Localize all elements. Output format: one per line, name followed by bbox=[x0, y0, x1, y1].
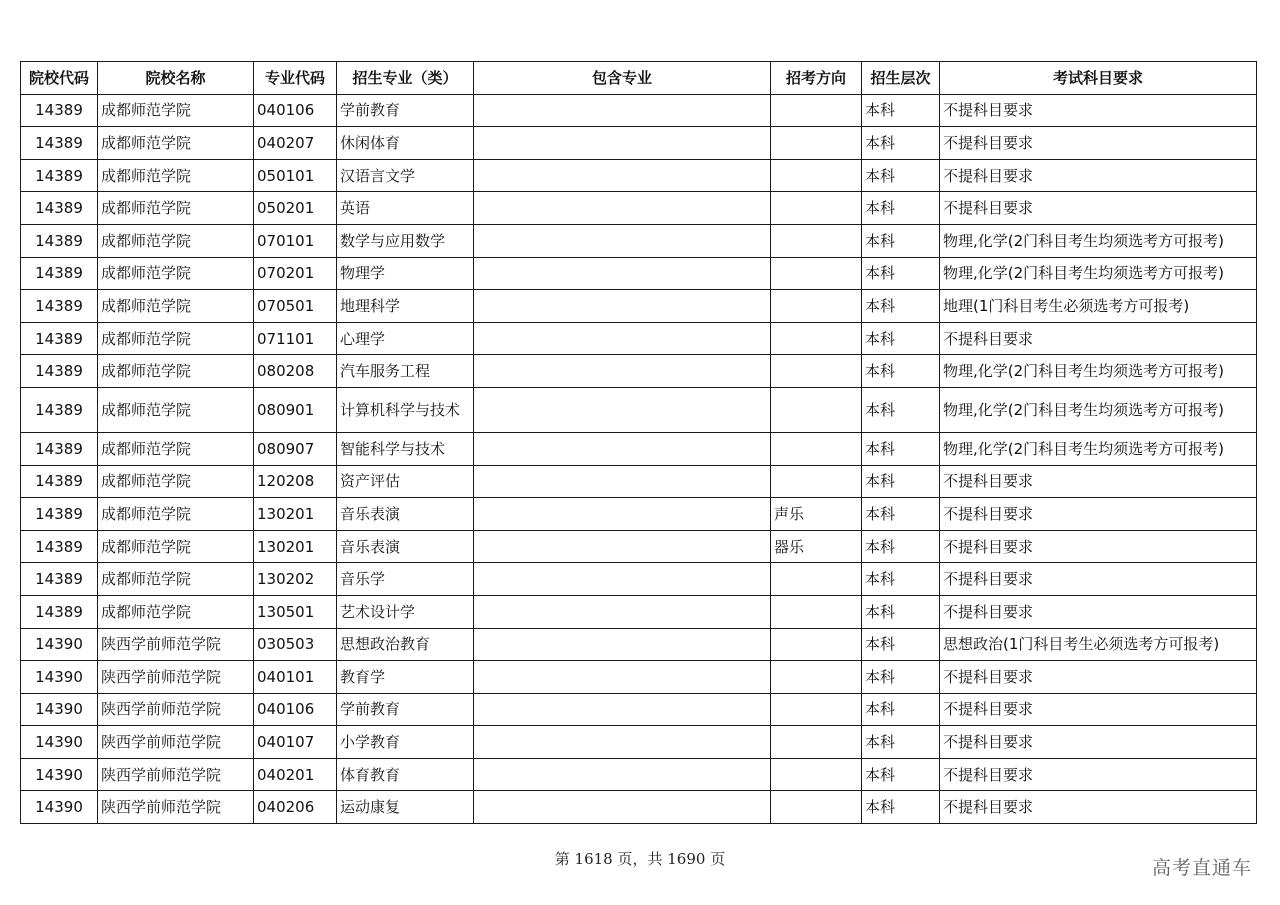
table-row bbox=[21, 498, 1257, 531]
cell-level: 本科 bbox=[862, 290, 940, 323]
cell-school-code: 14389 bbox=[21, 290, 98, 323]
cell-included-majors bbox=[474, 791, 771, 824]
cell-major-code: 040201 bbox=[254, 758, 337, 791]
cell-requirement: 不提科目要求 bbox=[940, 530, 1257, 563]
cell-major: 教育学 bbox=[337, 661, 474, 694]
table-row bbox=[21, 127, 1257, 160]
cell-direction bbox=[771, 595, 862, 628]
cell-level: 本科 bbox=[862, 628, 940, 661]
cell-major-code: 050101 bbox=[254, 159, 337, 192]
cell-school-code: 14389 bbox=[21, 432, 98, 465]
cell-requirement: 不提科目要求 bbox=[940, 498, 1257, 531]
cell-major-code: 080907 bbox=[254, 432, 337, 465]
cell-included-majors bbox=[474, 192, 771, 225]
cell-included-majors bbox=[474, 758, 771, 791]
cell-included-majors bbox=[474, 661, 771, 694]
cell-major-code: 120208 bbox=[254, 465, 337, 498]
table-row bbox=[21, 726, 1257, 759]
cell-requirement: 不提科目要求 bbox=[940, 693, 1257, 726]
cell-included-majors bbox=[474, 290, 771, 323]
table-row bbox=[21, 530, 1257, 563]
cell-major-code: 040107 bbox=[254, 726, 337, 759]
cell-major: 心理学 bbox=[337, 322, 474, 355]
cell-school-name: 成都师范学院 bbox=[98, 290, 254, 323]
cell-direction bbox=[771, 465, 862, 498]
cell-included-majors bbox=[474, 726, 771, 759]
cell-school-code: 14389 bbox=[21, 355, 98, 388]
cell-school-name: 陕西学前师范学院 bbox=[98, 791, 254, 824]
cell-school-code: 14390 bbox=[21, 791, 98, 824]
cell-major-code: 040101 bbox=[254, 661, 337, 694]
cell-major-code: 130201 bbox=[254, 530, 337, 563]
cell-requirement: 不提科目要求 bbox=[940, 322, 1257, 355]
cell-major: 艺术设计学 bbox=[337, 595, 474, 628]
cell-level: 本科 bbox=[862, 726, 940, 759]
cell-requirement: 不提科目要求 bbox=[940, 563, 1257, 596]
header-row bbox=[21, 62, 1257, 95]
cell-requirement: 不提科目要求 bbox=[940, 127, 1257, 160]
cell-school-name: 成都师范学院 bbox=[98, 387, 254, 432]
cell-major-code: 130202 bbox=[254, 563, 337, 596]
cell-direction bbox=[771, 257, 862, 290]
cell-school-name: 成都师范学院 bbox=[98, 192, 254, 225]
page-number: 第 1618 页，共 1690 页 bbox=[554, 850, 726, 868]
cell-school-name: 成都师范学院 bbox=[98, 498, 254, 531]
header-direction: 招考方向 bbox=[771, 62, 862, 95]
cell-school-name: 成都师范学院 bbox=[98, 224, 254, 257]
table-row bbox=[21, 563, 1257, 596]
cell-included-majors bbox=[474, 628, 771, 661]
cell-level: 本科 bbox=[862, 563, 940, 596]
cell-school-code: 14389 bbox=[21, 159, 98, 192]
table-row bbox=[21, 432, 1257, 465]
cell-requirement: 物理,化学(2门科目考生均须选考方可报考) bbox=[940, 224, 1257, 257]
cell-requirement: 地理(1门科目考生必须选考方可报考) bbox=[940, 290, 1257, 323]
cell-level: 本科 bbox=[862, 127, 940, 160]
cell-direction bbox=[771, 94, 862, 127]
cell-major: 计算机科学与技术 bbox=[337, 387, 474, 432]
cell-school-name: 成都师范学院 bbox=[98, 257, 254, 290]
cell-major: 思想政治教育 bbox=[337, 628, 474, 661]
cell-major: 地理科学 bbox=[337, 290, 474, 323]
cell-included-majors bbox=[474, 257, 771, 290]
cell-direction bbox=[771, 387, 862, 432]
cell-school-code: 14390 bbox=[21, 758, 98, 791]
cell-included-majors bbox=[474, 530, 771, 563]
cell-direction bbox=[771, 192, 862, 225]
cell-major: 学前教育 bbox=[337, 693, 474, 726]
table-body bbox=[21, 94, 1257, 823]
cell-included-majors bbox=[474, 387, 771, 432]
cell-direction bbox=[771, 693, 862, 726]
cell-requirement: 不提科目要求 bbox=[940, 159, 1257, 192]
cell-level: 本科 bbox=[862, 758, 940, 791]
cell-level: 本科 bbox=[862, 791, 940, 824]
cell-major: 汽车服务工程 bbox=[337, 355, 474, 388]
cell-direction: 器乐 bbox=[771, 530, 862, 563]
cell-level: 本科 bbox=[862, 192, 940, 225]
cell-major-code: 130201 bbox=[254, 498, 337, 531]
cell-major-code: 080901 bbox=[254, 387, 337, 432]
cell-requirement: 物理,化学(2门科目考生均须选考方可报考) bbox=[940, 257, 1257, 290]
cell-level: 本科 bbox=[862, 257, 940, 290]
cell-school-code: 14389 bbox=[21, 322, 98, 355]
cell-major-code: 030503 bbox=[254, 628, 337, 661]
header-level: 招生层次 bbox=[862, 62, 940, 95]
cell-school-name: 陕西学前师范学院 bbox=[98, 726, 254, 759]
cell-direction bbox=[771, 432, 862, 465]
cell-level: 本科 bbox=[862, 530, 940, 563]
watermark: 高考直通车 bbox=[1151, 857, 1252, 879]
cell-level: 本科 bbox=[862, 432, 940, 465]
table-row bbox=[21, 693, 1257, 726]
cell-school-code: 14390 bbox=[21, 726, 98, 759]
cell-major-code: 040106 bbox=[254, 94, 337, 127]
header-major: 招生专业（类） bbox=[337, 62, 474, 95]
cell-major-code: 040207 bbox=[254, 127, 337, 160]
cell-school-code: 14389 bbox=[21, 127, 98, 160]
cell-requirement: 思想政治(1门科目考生必须选考方可报考) bbox=[940, 628, 1257, 661]
table-row bbox=[21, 758, 1257, 791]
cell-requirement: 物理,化学(2门科目考生均须选考方可报考) bbox=[940, 355, 1257, 388]
table-row bbox=[21, 192, 1257, 225]
admission-table bbox=[20, 61, 1257, 824]
table-row bbox=[21, 355, 1257, 388]
cell-requirement: 物理,化学(2门科目考生均须选考方可报考) bbox=[940, 387, 1257, 432]
cell-school-name: 成都师范学院 bbox=[98, 355, 254, 388]
table-row bbox=[21, 595, 1257, 628]
cell-major: 数学与应用数学 bbox=[337, 224, 474, 257]
cell-major: 学前教育 bbox=[337, 94, 474, 127]
table-row bbox=[21, 791, 1257, 824]
cell-requirement: 不提科目要求 bbox=[940, 726, 1257, 759]
cell-school-code: 14389 bbox=[21, 498, 98, 531]
cell-major-code: 130501 bbox=[254, 595, 337, 628]
cell-school-code: 14389 bbox=[21, 595, 98, 628]
cell-major: 体育教育 bbox=[337, 758, 474, 791]
cell-major: 汉语言文学 bbox=[337, 159, 474, 192]
cell-included-majors bbox=[474, 595, 771, 628]
cell-school-name: 成都师范学院 bbox=[98, 530, 254, 563]
header-major-code: 专业代码 bbox=[254, 62, 337, 95]
cell-requirement: 物理,化学(2门科目考生均须选考方可报考) bbox=[940, 432, 1257, 465]
cell-school-code: 14389 bbox=[21, 94, 98, 127]
cell-level: 本科 bbox=[862, 94, 940, 127]
cell-school-code: 14389 bbox=[21, 563, 98, 596]
table-row bbox=[21, 94, 1257, 127]
header-school-name: 院校名称 bbox=[98, 62, 254, 95]
cell-school-code: 14389 bbox=[21, 465, 98, 498]
cell-major-code: 050201 bbox=[254, 192, 337, 225]
cell-direction bbox=[771, 355, 862, 388]
cell-requirement: 不提科目要求 bbox=[940, 791, 1257, 824]
cell-major: 休闲体育 bbox=[337, 127, 474, 160]
cell-included-majors bbox=[474, 498, 771, 531]
cell-requirement: 不提科目要求 bbox=[940, 465, 1257, 498]
table-row bbox=[21, 465, 1257, 498]
header-included-majors: 包含专业 bbox=[474, 62, 771, 95]
cell-school-code: 14390 bbox=[21, 693, 98, 726]
cell-major: 音乐表演 bbox=[337, 498, 474, 531]
cell-major: 运动康复 bbox=[337, 791, 474, 824]
cell-direction bbox=[771, 628, 862, 661]
cell-school-name: 陕西学前师范学院 bbox=[98, 758, 254, 791]
table-row bbox=[21, 257, 1257, 290]
cell-included-majors bbox=[474, 159, 771, 192]
cell-school-name: 陕西学前师范学院 bbox=[98, 628, 254, 661]
cell-school-code: 14390 bbox=[21, 661, 98, 694]
cell-level: 本科 bbox=[862, 159, 940, 192]
cell-school-name: 成都师范学院 bbox=[98, 94, 254, 127]
cell-major-code: 040106 bbox=[254, 693, 337, 726]
cell-major: 物理学 bbox=[337, 257, 474, 290]
cell-included-majors bbox=[474, 563, 771, 596]
cell-school-name: 成都师范学院 bbox=[98, 465, 254, 498]
cell-included-majors bbox=[474, 94, 771, 127]
cell-included-majors bbox=[474, 432, 771, 465]
cell-school-name: 成都师范学院 bbox=[98, 159, 254, 192]
cell-school-name: 成都师范学院 bbox=[98, 127, 254, 160]
cell-school-code: 14389 bbox=[21, 224, 98, 257]
cell-school-name: 陕西学前师范学院 bbox=[98, 693, 254, 726]
cell-major: 英语 bbox=[337, 192, 474, 225]
table-header bbox=[21, 62, 1257, 95]
cell-major-code: 070501 bbox=[254, 290, 337, 323]
table-row bbox=[21, 159, 1257, 192]
cell-direction bbox=[771, 791, 862, 824]
cell-school-name: 成都师范学院 bbox=[98, 322, 254, 355]
cell-requirement: 不提科目要求 bbox=[940, 94, 1257, 127]
cell-included-majors bbox=[474, 693, 771, 726]
cell-level: 本科 bbox=[862, 322, 940, 355]
cell-direction bbox=[771, 224, 862, 257]
cell-major-code: 070201 bbox=[254, 257, 337, 290]
cell-direction bbox=[771, 758, 862, 791]
table-row bbox=[21, 290, 1257, 323]
cell-school-code: 14389 bbox=[21, 387, 98, 432]
cell-level: 本科 bbox=[862, 595, 940, 628]
cell-requirement: 不提科目要求 bbox=[940, 758, 1257, 791]
table-row bbox=[21, 661, 1257, 694]
header-school-code: 院校代码 bbox=[21, 62, 98, 95]
cell-included-majors bbox=[474, 127, 771, 160]
cell-level: 本科 bbox=[862, 355, 940, 388]
cell-level: 本科 bbox=[862, 387, 940, 432]
cell-included-majors bbox=[474, 355, 771, 388]
cell-major-code: 071101 bbox=[254, 322, 337, 355]
cell-major: 小学教育 bbox=[337, 726, 474, 759]
cell-direction bbox=[771, 159, 862, 192]
cell-direction bbox=[771, 127, 862, 160]
cell-major: 资产评估 bbox=[337, 465, 474, 498]
cell-direction bbox=[771, 322, 862, 355]
cell-major: 智能科学与技术 bbox=[337, 432, 474, 465]
cell-included-majors bbox=[474, 465, 771, 498]
cell-major-code: 040206 bbox=[254, 791, 337, 824]
cell-school-name: 成都师范学院 bbox=[98, 432, 254, 465]
cell-school-code: 14389 bbox=[21, 530, 98, 563]
cell-direction: 声乐 bbox=[771, 498, 862, 531]
cell-direction bbox=[771, 290, 862, 323]
cell-school-code: 14390 bbox=[21, 628, 98, 661]
table-row bbox=[21, 628, 1257, 661]
cell-direction bbox=[771, 726, 862, 759]
cell-level: 本科 bbox=[862, 498, 940, 531]
table-row bbox=[21, 224, 1257, 257]
cell-direction bbox=[771, 563, 862, 596]
cell-included-majors bbox=[474, 224, 771, 257]
table-row bbox=[21, 322, 1257, 355]
cell-school-code: 14389 bbox=[21, 257, 98, 290]
cell-requirement: 不提科目要求 bbox=[940, 192, 1257, 225]
cell-included-majors bbox=[474, 322, 771, 355]
cell-school-name: 成都师范学院 bbox=[98, 563, 254, 596]
cell-major-code: 080208 bbox=[254, 355, 337, 388]
cell-level: 本科 bbox=[862, 465, 940, 498]
header-requirement: 考试科目要求 bbox=[940, 62, 1257, 95]
cell-school-name: 陕西学前师范学院 bbox=[98, 661, 254, 694]
cell-direction bbox=[771, 661, 862, 694]
cell-requirement: 不提科目要求 bbox=[940, 661, 1257, 694]
cell-major: 音乐学 bbox=[337, 563, 474, 596]
cell-major-code: 070101 bbox=[254, 224, 337, 257]
cell-requirement: 不提科目要求 bbox=[940, 595, 1257, 628]
cell-level: 本科 bbox=[862, 224, 940, 257]
cell-level: 本科 bbox=[862, 693, 940, 726]
cell-major: 音乐表演 bbox=[337, 530, 474, 563]
cell-school-code: 14389 bbox=[21, 192, 98, 225]
table-row bbox=[21, 387, 1257, 432]
cell-level: 本科 bbox=[862, 661, 940, 694]
cell-school-name: 成都师范学院 bbox=[98, 595, 254, 628]
